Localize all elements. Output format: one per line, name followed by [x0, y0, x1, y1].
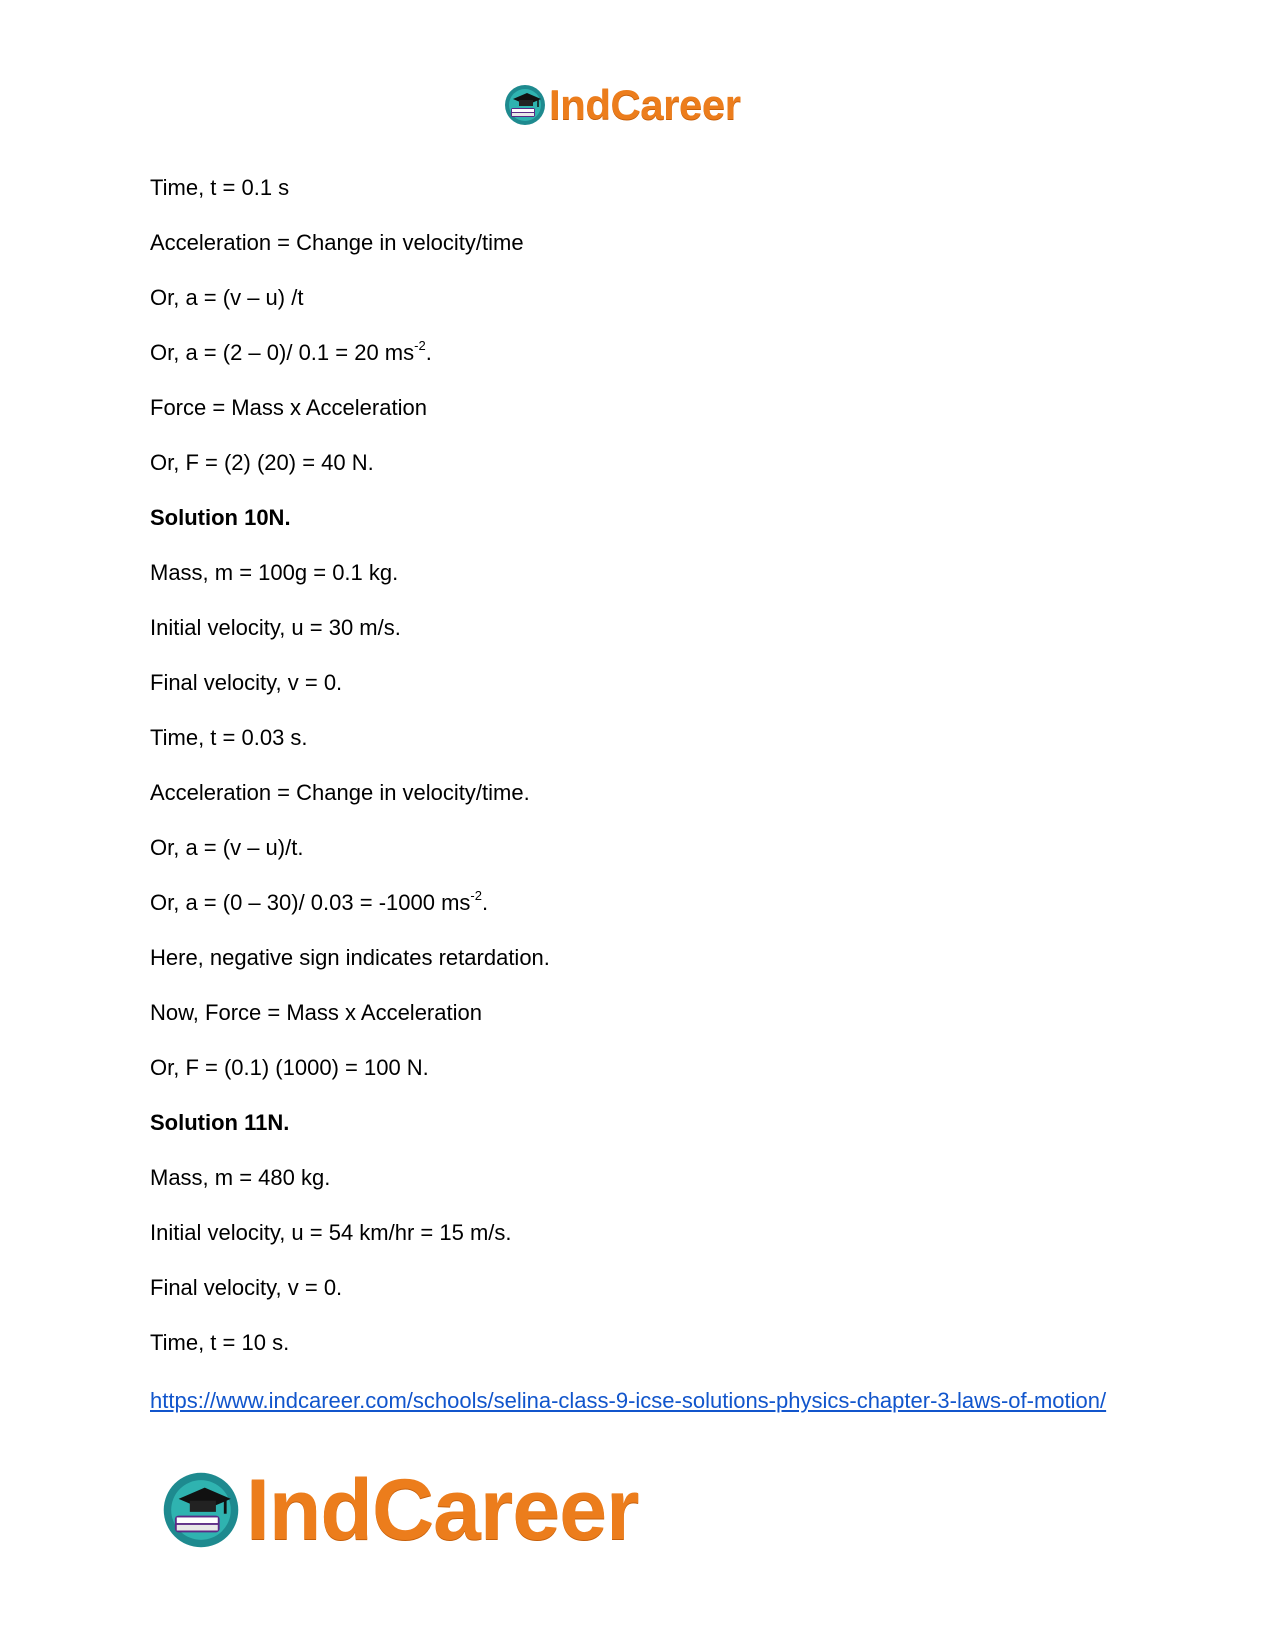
superscript: -2 [414, 338, 426, 353]
text-line: Force = Mass x Acceleration [150, 395, 427, 420]
footer-logo-text: IndCareer [246, 1462, 639, 1558]
text-line: Time, t = 10 s. [150, 1330, 290, 1355]
text-line: Or, a = (0 – 30)/ 0.03 = -1000 $ms^{-2}$. [150, 888, 489, 915]
text-line: Or, F = (0.1) (1000) = 100 N. [150, 1055, 429, 1080]
text-line: Acceleration = Change in velocity/time. [150, 780, 530, 805]
text-line: Mass, m = 100g = 0.1 kg. [150, 560, 399, 585]
solution-heading: Solution 10N. [150, 505, 291, 530]
solution-heading: Solution 11N. [150, 1110, 290, 1135]
text-line: Or, a = (v – u)/t. [150, 835, 304, 860]
text-line: Acceleration = Change in velocity/time [150, 230, 524, 255]
text-line: Final velocity, v = 0. [150, 1275, 343, 1300]
graduation-cap-book-icon [503, 83, 547, 127]
text-line: Or, a = (v – u) /t [150, 285, 304, 310]
text-line: Mass, m = 480 kg. [150, 1165, 331, 1190]
document-body [150, 174, 1130, 1384]
superscript: -2 [470, 888, 482, 903]
text-line: Or, F = (2) (20) = 40 N. [150, 450, 374, 475]
text-line: Or, a = (2 – 0)/ 0.1 = 20 $ms^{-2}$. [150, 338, 432, 365]
footer-logo [160, 1462, 639, 1558]
text-line: Here, negative sign indicates retardation. [150, 945, 550, 970]
text-line: Time, t = 0.03 s. [150, 725, 308, 750]
text-line: Now, Force = Mass x Acceleration [150, 1000, 482, 1025]
graduation-cap-book-icon [160, 1469, 242, 1551]
source-link[interactable]: https://www.indcareer.com/schools/selina-class-9-icse-solutions-physics-chapter-3-laws-of-motion/ [150, 1388, 1107, 1413]
text-line: Time, t = 0.1 s [150, 175, 290, 200]
header-logo [503, 80, 741, 130]
header-logo-text: IndCareer [549, 81, 741, 128]
text-line: Initial velocity, u = 54 km/hr = 15 m/s. [150, 1220, 512, 1245]
text-line: Initial velocity, u = 30 m/s. [150, 615, 401, 640]
text-line: Final velocity, v = 0. [150, 670, 343, 695]
